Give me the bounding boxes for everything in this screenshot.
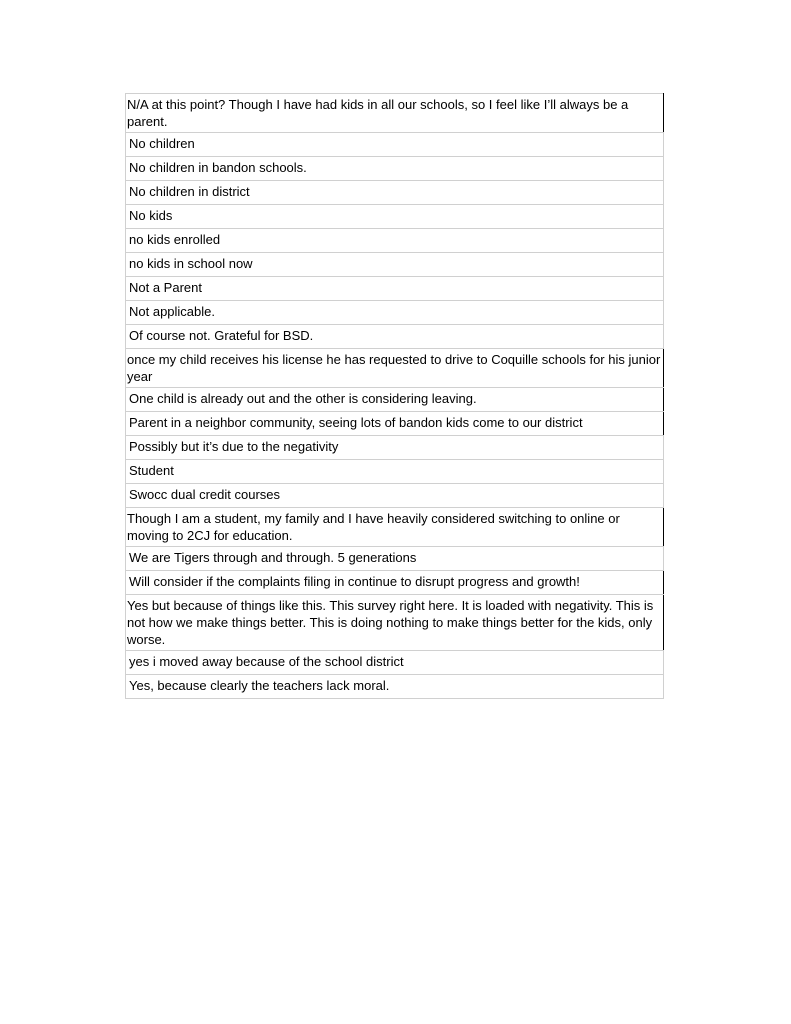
- responses-table: [125, 93, 664, 699]
- table-row: [126, 229, 664, 253]
- response-cell: Parent in a neighbor community, seeing lots of bandon kids come to our district: [126, 412, 664, 436]
- table-row: [126, 595, 664, 651]
- response-cell: N/A at this point? Though I have had kids in all our schools, so I feel like I’ll always be a parent.: [126, 94, 664, 133]
- table-row: [126, 412, 664, 436]
- table-row: [126, 277, 664, 301]
- table-row: [126, 508, 664, 547]
- table-row: [126, 484, 664, 508]
- response-cell: No kids: [126, 205, 664, 229]
- response-cell: Swocc dual credit courses: [126, 484, 664, 508]
- response-cell: yes i moved away because of the school district: [126, 651, 664, 675]
- response-cell: Not a Parent: [126, 277, 664, 301]
- table-row: [126, 547, 664, 571]
- table-row: [126, 133, 664, 157]
- response-cell: No children: [126, 133, 664, 157]
- table-row: [126, 301, 664, 325]
- response-cell: No children in district: [126, 181, 664, 205]
- table-row: [126, 571, 664, 595]
- response-cell: Yes but because of things like this. This survey right here. It is loaded with negativity. This is not how we make things better. This is doing nothing to make things better for the kids, only worse.: [126, 595, 664, 651]
- table-row: [126, 325, 664, 349]
- response-cell: Will consider if the complaints filing in continue to disrupt progress and growth!: [126, 571, 664, 595]
- response-cell: Possibly but it’s due to the negativity: [126, 436, 664, 460]
- response-cell: No children in bandon schools.: [126, 157, 664, 181]
- table-row: [126, 181, 664, 205]
- response-cell: One child is already out and the other is considering leaving.: [126, 388, 664, 412]
- table-row: [126, 349, 664, 388]
- table-row: [126, 205, 664, 229]
- response-cell: We are Tigers through and through. 5 generations: [126, 547, 664, 571]
- table-row: [126, 436, 664, 460]
- table-row: [126, 253, 664, 277]
- response-cell: Though I am a student, my family and I have heavily considered switching to online or moving to 2CJ for education.: [126, 508, 664, 547]
- response-cell: Yes, because clearly the teachers lack moral.: [126, 675, 664, 699]
- table-row: [126, 157, 664, 181]
- table-row: [126, 460, 664, 484]
- response-cell: no kids enrolled: [126, 229, 664, 253]
- response-cell: Of course not. Grateful for BSD.: [126, 325, 664, 349]
- response-cell: Student: [126, 460, 664, 484]
- table-row: [126, 388, 664, 412]
- response-cell: once my child receives his license he has requested to drive to Coquille schools for his junior year: [126, 349, 664, 388]
- table-row: [126, 651, 664, 675]
- table-row: [126, 94, 664, 133]
- response-cell: Not applicable.: [126, 301, 664, 325]
- table-row: [126, 675, 664, 699]
- response-cell: no kids in school now: [126, 253, 664, 277]
